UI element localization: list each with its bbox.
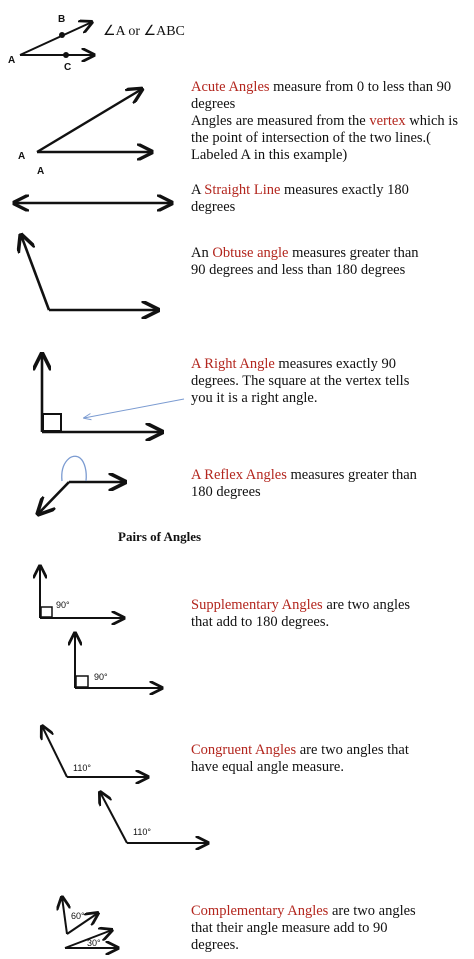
reflex-arc [62, 456, 86, 481]
congruent-description [191, 742, 436, 776]
reflex-description [191, 467, 421, 501]
straight-prefix: A [191, 182, 205, 198]
straight-description [191, 182, 421, 216]
complementary-rest: are two angles that their angle measure add to 90 degrees. [191, 903, 416, 953]
right-term: A Right Angle [191, 356, 275, 372]
right-angle-figure [42, 354, 184, 432]
congruent-rest: are two angles that have equal angle measure. [191, 742, 409, 775]
pairs-heading: Pairs of Angles [118, 529, 202, 544]
supplementary-degree-2: 90° [94, 672, 108, 682]
obtuse-prefix: An [191, 245, 213, 261]
supplementary-description [191, 597, 431, 631]
acute-rest: measure from 0 to less than 90 degrees [191, 79, 452, 112]
complementary-degree-2: 30° [87, 938, 101, 948]
complementary-figure [62, 897, 118, 948]
obtuse-description [191, 245, 421, 279]
obtuse-angle-figure [21, 235, 158, 310]
angle-notation: ∠A or ∠ABC [103, 24, 185, 39]
complementary-term: Complementary Angles [191, 903, 329, 919]
vertex-label-a: A [18, 151, 26, 162]
obtuse-term: Obtuse angle [212, 245, 289, 261]
complementary-description [191, 903, 421, 954]
acute-description [191, 79, 471, 164]
supplementary-term: Supplementary Angles [191, 597, 323, 613]
acute-vertex-pre: Angles are measured from the [191, 113, 370, 129]
supplementary-figure [40, 566, 162, 688]
straight-term: Straight Line [204, 182, 281, 198]
straight-rest: measures exactly 180 degrees [191, 182, 409, 215]
pointer-arrow [84, 399, 184, 418]
reflex-term: A Reflex Angles [191, 467, 287, 483]
point-c [63, 52, 69, 58]
congruent-figure [42, 726, 208, 843]
congruent-term: Congruent Angles [191, 742, 297, 758]
acute-vertex-post: which is the point of intersection of the two lines.( Labeled A in this example) [191, 113, 458, 163]
acute-angle-figure [18, 89, 152, 177]
point-b [59, 32, 65, 38]
angle-abc-figure [8, 14, 94, 73]
supplementary-degree-1: 90° [56, 600, 70, 610]
congruent-degree-2: 110° [133, 827, 151, 837]
vertex-label-a-2: A [37, 166, 45, 177]
right-description [191, 356, 421, 407]
label-a: A [8, 55, 16, 66]
label-c: C [64, 62, 72, 73]
congruent-degree-1: 110° [73, 763, 91, 773]
vertex-term: vertex [369, 113, 406, 129]
right-rest: measures exactly 90 degrees. The square at the vertex tells you it is a right angle. [191, 356, 410, 406]
acute-term: Acute Angles [191, 79, 270, 95]
obtuse-rest: measures greater than 90 degrees and less than 180 degrees [191, 245, 419, 278]
supplementary-rest: are two angles that add to 180 degrees. [191, 597, 411, 630]
label-b: B [58, 14, 66, 25]
right-angle-square [43, 414, 61, 431]
reflex-angle-figure [38, 456, 125, 514]
reflex-rest: measures greater than 180 degrees [191, 467, 417, 500]
complementary-degree-1: 60° [71, 911, 85, 921]
